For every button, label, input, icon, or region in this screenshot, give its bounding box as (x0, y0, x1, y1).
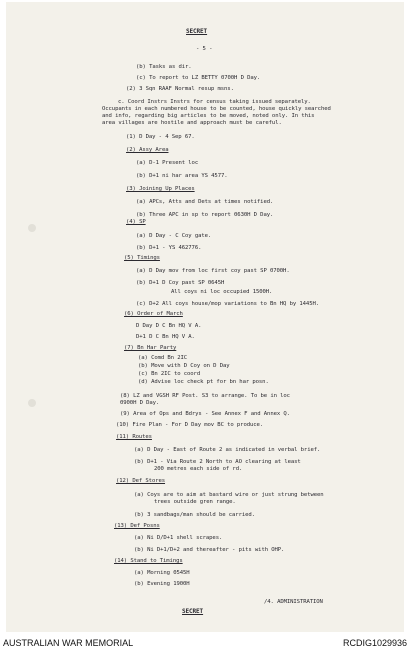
text-line: (b) Move with D Coy on D Day (138, 363, 230, 369)
section-heading: (7) Bn Har Party (124, 345, 177, 351)
text-line: c. Coord Instrs Instrs for census taking issued separately. (118, 99, 311, 105)
record-id: RCDIG1029936 (342, 638, 407, 648)
document-page (6, 2, 404, 632)
punch-hole (28, 224, 36, 232)
section-heading: (3) Joining Up Places (126, 186, 195, 192)
text-line: (1) D Day - 4 Sep 67. (126, 134, 195, 140)
text-line: (a) Coys are to aim at bastard wire or just strung between (134, 492, 324, 498)
text-line: (c) Bn 2IC to coord (138, 371, 201, 377)
text-line: (b) Three APC in sp to report 0630H D Day. (136, 212, 274, 218)
text-line: (10) Fire Plan - For D Day mov BC to produce. (116, 422, 264, 428)
page-number: - 5 - (196, 46, 213, 52)
text-line: (a) APCs, Atts and Dets at times notified. (136, 199, 274, 205)
section-heading: (5) Timings (124, 255, 160, 261)
text-line: (c) To report to LZ BETTY 0700H D Day. (136, 75, 261, 81)
text-line: 0900H D Day. (120, 400, 160, 406)
text-line: (a) D Day - C Coy gate. (136, 233, 212, 239)
text-line: (b) D+1 D Coy past SP 0645H (136, 280, 225, 286)
section-heading: (12) Def Stores (116, 478, 166, 484)
text-line: (c) D+2 All coys house/mop variations to Bn HQ by 1445H. (136, 301, 319, 307)
text-line: (b) D+1 ni har area YS 4577. (136, 173, 228, 179)
text-line: (b) Ni D+1/D+2 and thereafter - pits with OHP. (134, 547, 285, 553)
text-line: trees outside gren range. (154, 499, 236, 505)
section-heading: (11) Routes (116, 434, 152, 440)
text-line: (d) Advise loc check pt for bn har posn. (138, 379, 269, 385)
text-line: (a) D Day mov from loc first coy past SP 0700H. (136, 268, 290, 274)
section-heading: (13) Def Posns (114, 523, 160, 529)
text-line: (a) Ni D/D+1 shell scrapes. (134, 535, 223, 541)
section-heading: (14) Stand to Timings (114, 558, 183, 564)
archive-name: AUSTRALIAN WAR MEMORIAL (3, 638, 134, 648)
text-line: (9) Area of Ops and Bdrys - See Annex F and Annex Q. (120, 411, 290, 417)
text-line: (2) 3 Sqn RAAF Normal resup msns. (126, 86, 234, 92)
section-heading: (6) Order of March (124, 311, 183, 317)
text-line: and info, regarding big articles to be moved, noted only. In this (102, 113, 315, 119)
text-line: 200 metres each side of rd. (154, 466, 243, 472)
section-heading: (4) SP (126, 219, 146, 225)
classification-footer: SECRET (182, 608, 204, 615)
text-line: area villages are hostile and approach must be careful. (102, 120, 282, 126)
text-line: (a) Morning 0545H (134, 570, 190, 576)
text-line: (8) LZ and VGSH RF Post. S3 to arrange. To be in loc (120, 393, 290, 399)
text-line: (b) D+1 - Via Route 2 North to AO clearing at least (134, 459, 301, 465)
section-heading: (2) Assy Area (126, 147, 169, 153)
text-line: (b) Tasks as dir. (136, 64, 192, 70)
punch-hole (28, 399, 36, 407)
text-line: (b) Evening 1900H (134, 581, 190, 587)
text-line: (a) D-1 Present loc (136, 160, 199, 166)
text-line: All coys ni loc occupied 1500H. (171, 289, 273, 295)
text-line: (a) Comd Bn 2IC (138, 355, 188, 361)
archive-footer (0, 634, 411, 653)
next-page-reference: /4. ADMINISTRATION (264, 599, 323, 605)
text-line: (b) D+1 - YS 462776. (136, 245, 202, 251)
text-line: Occupants in each numbered house to be counted, house quickly searched (102, 106, 331, 112)
text-line: D+1 D C Bn HQ V A. (136, 334, 195, 340)
text-line: D Day D C Bn HQ V A. (136, 323, 202, 329)
text-line: (b) 3 sandbags/man should be carried. (134, 512, 255, 518)
text-line: (a) D Day - East of Route 2 as indicated in verbal brief. (134, 447, 321, 453)
classification-header: SECRET (186, 28, 208, 35)
